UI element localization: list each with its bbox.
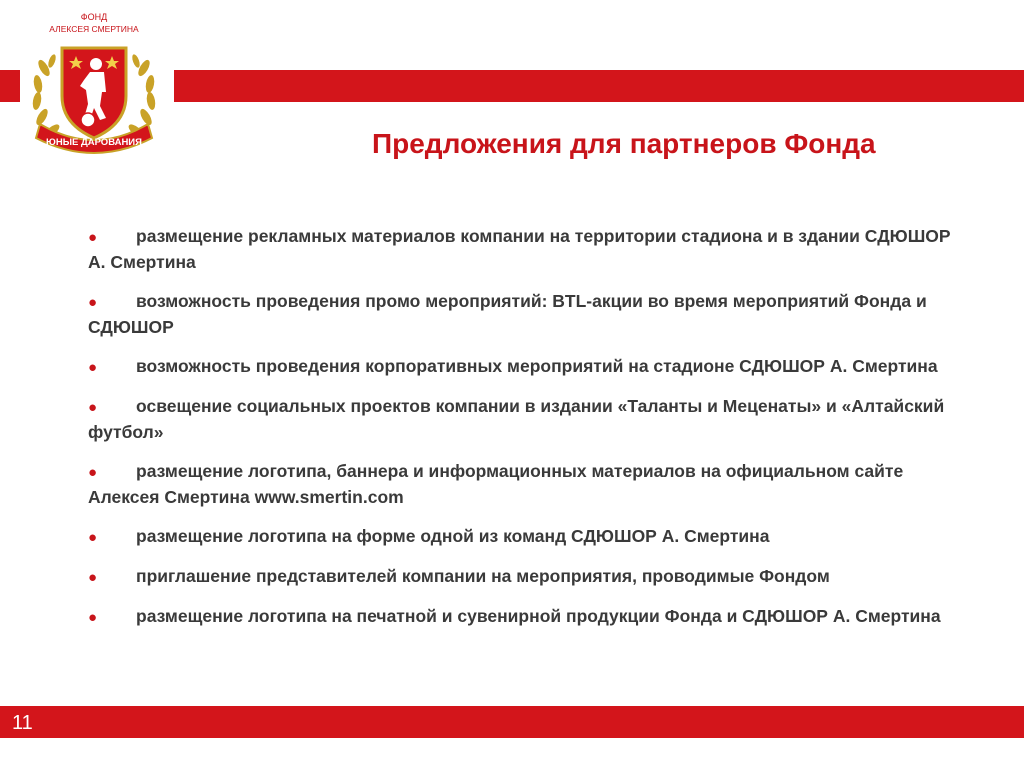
logo-text-name: АЛЕКСЕЯ СМЕРТИНА: [49, 24, 139, 34]
list-item: [88, 604, 968, 630]
list-item-text: освещение социальных проектов компании в издании «Таланты и Меценаты» и «Алтайский футбол»: [88, 396, 945, 442]
list-item: [88, 289, 968, 340]
list-item: [88, 224, 968, 275]
list-item-text: приглашение представителей компании на мероприятия, проводимые Фондом: [136, 566, 830, 586]
bullet-icon: ●: [88, 229, 98, 246]
slide-title: Предложения для партнеров Фонда: [372, 128, 876, 159]
logo-ribbon-text: ЮНЫЕ ДАРОВАНИЯ: [46, 137, 142, 148]
offers-list: [88, 224, 968, 644]
list-item: [88, 354, 968, 380]
logo-text-fond: ФОНД: [80, 12, 108, 22]
list-item-text: размещение рекламных материалов компании на территории стадиона и в здании СДЮШОР А. Смертина: [88, 226, 951, 272]
bullet-icon: ●: [88, 464, 98, 481]
foundation-logo: [24, 6, 164, 166]
bullet-icon: ●: [88, 294, 98, 311]
list-item: [88, 394, 968, 445]
list-item: [88, 564, 968, 590]
header-bar-left: [0, 70, 20, 102]
bullet-icon: ●: [88, 609, 98, 626]
list-item-text: размещение логотипа на печатной и сувенирной продукции Фонда и СДЮШОР А. Смертина: [136, 606, 941, 626]
list-item-text: возможность проведения корпоративных мероприятий на стадионе СДЮШОР А. Смертина: [136, 356, 938, 376]
list-item-text: размещение логотипа на форме одной из команд СДЮШОР А. Смертина: [136, 526, 770, 546]
bullet-icon: ●: [88, 569, 98, 586]
foundation-logo-emblem: [24, 6, 164, 166]
bullet-icon: ●: [88, 399, 98, 416]
page-number: 11: [12, 712, 33, 734]
list-item-text: возможность проведения промо мероприятий: BTL-акции во время мероприятий Фонда и СДЮШОР: [88, 291, 927, 337]
list-item: [88, 459, 968, 510]
list-item: [88, 524, 968, 550]
list-item-text: размещение логотипа, баннера и информационных материалов на официальном сайте Алексея Смертина www.smertin.com: [88, 461, 904, 507]
football-icon: [81, 113, 95, 127]
bullet-icon: ●: [88, 359, 98, 376]
footer-bar: [0, 706, 1024, 738]
header-bar-right: [174, 70, 1024, 102]
bullet-icon: ●: [88, 529, 98, 546]
